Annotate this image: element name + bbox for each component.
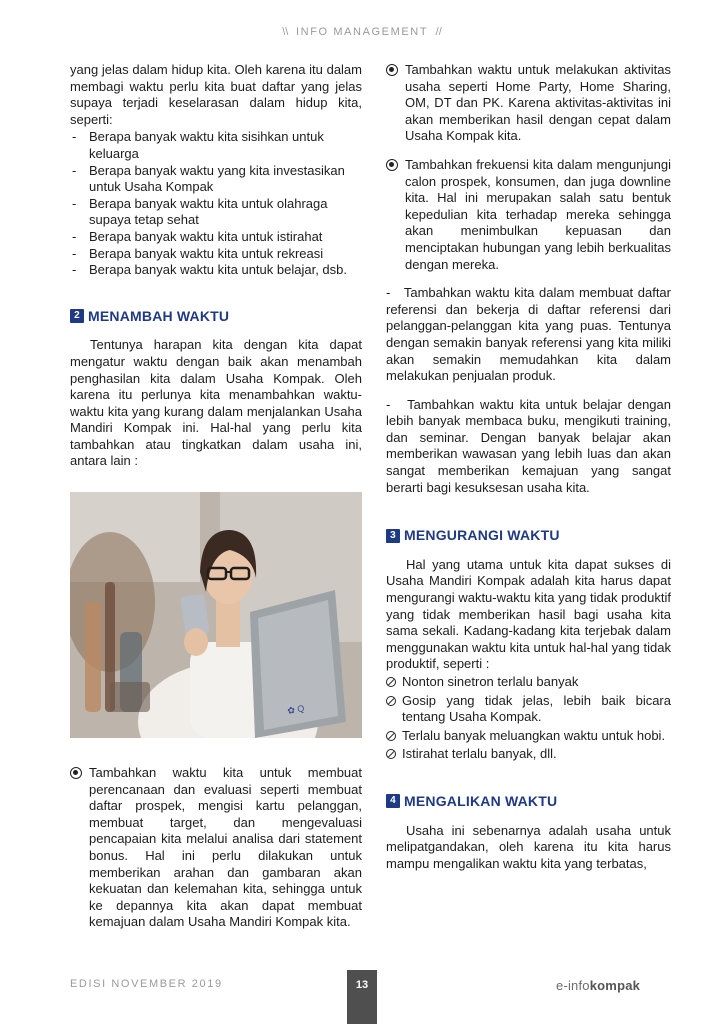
section-heading-mengurangi <box>386 527 671 544</box>
page-number: 13 <box>355 979 369 991</box>
page-number-box <box>347 970 377 1024</box>
dash-paragraph: - Tambahkan waktu kita untuk belajar dengan lebih banyak membaca buku, mengikuti training, dan seminar. Dengan banyak belajar akan memberikan wawasan yang lebih luas dan akan sangat memberikan kemajuan yang sangat berarti bagi kesuksesan usaha kita. <box>386 396 675 495</box>
slashed-circle-icon <box>386 677 396 687</box>
list-item-text: Gosip yang tidak jelas, lebih baik bicara tentang Usaha Kompak. <box>402 692 671 725</box>
bullet-text: Tambahkan frekuensi kita dalam mengunjungi calon prospek, konsumen, dan juga downline kita. Hal ini merupakan salah satu bentuk kepedulian kita terhadap mereka sehingga akan menimbulkan kepuasan dan menciptakan hubungan yang lebih berkualitas dengan mereka. <box>405 156 671 272</box>
right-column <box>386 62 675 872</box>
dash-paragraph: - Tambahkan waktu kita dalam membuat daftar referensi dan bekerja di daftar referensi dari pelanggan-pelanggan kita yang puas. Tentunya dengan semakin banyak referensi yang kita miliki akan semakin memudahkan kita dalam melakukan penjualan produk. <box>386 285 675 384</box>
bullet-item <box>386 157 671 273</box>
list-item <box>386 728 671 745</box>
section-paragraph: Hal yang utama untuk kita dapat sukses di Usaha Mandiri Kompak adalah kita harus dapat mengurangi waktu-waktu kita yang tidak produktif yang tidak memberikan hasil bagi usaha kita sama sekali. Kadang-kadang kita terjebak dalam menggunakan waktu kita untuk hal-hal yang tidak produktif, seperti : <box>386 556 671 672</box>
section-title: MENGALIKAN WAKTU <box>404 792 558 809</box>
brand-logo <box>556 978 640 993</box>
section-number-badge: 2 <box>70 309 84 323</box>
left-column <box>70 62 362 931</box>
intro-paragraph: yang jelas dalam hidup kita. Oleh karena itu dalam membagi waktu perlu kita buat daftar yang jelas supaya terjadi keselarasan dalam hidup kita, seperti: <box>70 62 362 127</box>
running-header <box>0 26 724 38</box>
slashed-circle-icon <box>386 749 396 759</box>
slashed-circle-icon <box>386 696 396 706</box>
header-title: INFO MANAGEMENT <box>296 26 428 38</box>
section-number-badge: 3 <box>386 529 400 543</box>
radio-bullet-icon <box>386 159 398 171</box>
list-item-text: Terlalu banyak meluangkan waktu untuk hobi. <box>402 727 666 743</box>
list-item: - Berapa banyak waktu kita untuk istirahat <box>70 229 362 246</box>
radio-bullet-icon <box>70 767 82 779</box>
slashed-circle-icon <box>386 731 396 741</box>
header-left-mark: \\ <box>282 26 289 38</box>
section-heading-mengalikan <box>386 793 671 810</box>
section-paragraph: Usaha ini sebenarnya adalah usaha untuk melipatgandakan, oleh karena itu kita harus mampu mengalikan waktu kita yang terbatas, <box>386 822 671 871</box>
radio-bullet-icon <box>386 64 398 76</box>
bullet-item <box>70 765 362 931</box>
list-item: - Berapa banyak waktu kita untuk olahraga supaya tetap sehat <box>70 196 362 229</box>
list-item <box>386 746 671 763</box>
list-item <box>386 693 671 726</box>
woman-with-phone-photo <box>70 492 362 738</box>
section-title: MENGURANGI WAKTU <box>404 527 560 544</box>
photo-illustration <box>70 492 362 738</box>
list-item: - Berapa banyak waktu kita sisihkan untuk keluarga <box>70 129 362 162</box>
list-item-text: Istirahat terlalu banyak, dll. <box>402 746 557 762</box>
list-item: - Berapa banyak waktu kita untuk belajar, dsb. <box>70 262 362 279</box>
list-item: - Berapa banyak waktu kita untuk rekreasi <box>70 246 362 263</box>
time-question-list <box>70 129 362 278</box>
bullet-text: Tambahkan waktu untuk melakukan aktivitas usaha seperti Home Party, Home Sharing, OM, DT dan PK. Karena aktivitas-aktivitas ini akan memberikan hasil dengan cepat dalam Usaha Kompak kita. <box>405 62 671 144</box>
section-title: MENAMBAH WAKTU <box>88 307 230 324</box>
bullet-text: Tambahkan waktu kita untuk membuat perencanaan dan evaluasi seperti membuat daftar prospek, mengisi kartu pelanggan, membuat target, dan mengevaluasi pencapaian kita melalui analisa dari statement bonus. Hal ini perlu dilakukan untuk memberikan arahan dan gambaran akan kekuatan dan kelemahan kita, sehingga untuk ke depannya kita akan dapat membuat kemajuan dalam Usaha Mandiri Kompak kita. <box>89 765 362 930</box>
svg-text:✿ Q: ✿ Q <box>286 703 306 717</box>
list-item <box>386 674 671 691</box>
unproductive-list <box>386 674 671 763</box>
header-right-mark: // <box>435 26 442 38</box>
brand-prefix: e-info <box>556 978 590 993</box>
brand-bold: kompak <box>589 978 641 993</box>
list-item-text: Nonton sinetron terlalu banyak <box>402 674 579 689</box>
list-item: - Berapa banyak waktu yang kita investasikan untuk Usaha Kompak <box>70 163 362 196</box>
section-heading-menambah <box>70 308 362 325</box>
section-paragraph: Tentunya harapan kita dengan kita dapat mengatur waktu dengan baik akan menambah penghasilan kita dalam Usaha Kompak. Oleh karena itu perlunya kita menambahkan waktu-waktu kita yang kurang dalam menjalankan Usaha Mandiri Kompak ini. Hal-hal yang perlu kita tambahkan atau tingkatkan dalam usaha ini, antara lain : <box>70 337 362 469</box>
bullet-item <box>386 62 671 145</box>
edition-label: EDISI NOVEMBER 2019 <box>70 978 223 990</box>
section-number-badge: 4 <box>386 794 400 808</box>
